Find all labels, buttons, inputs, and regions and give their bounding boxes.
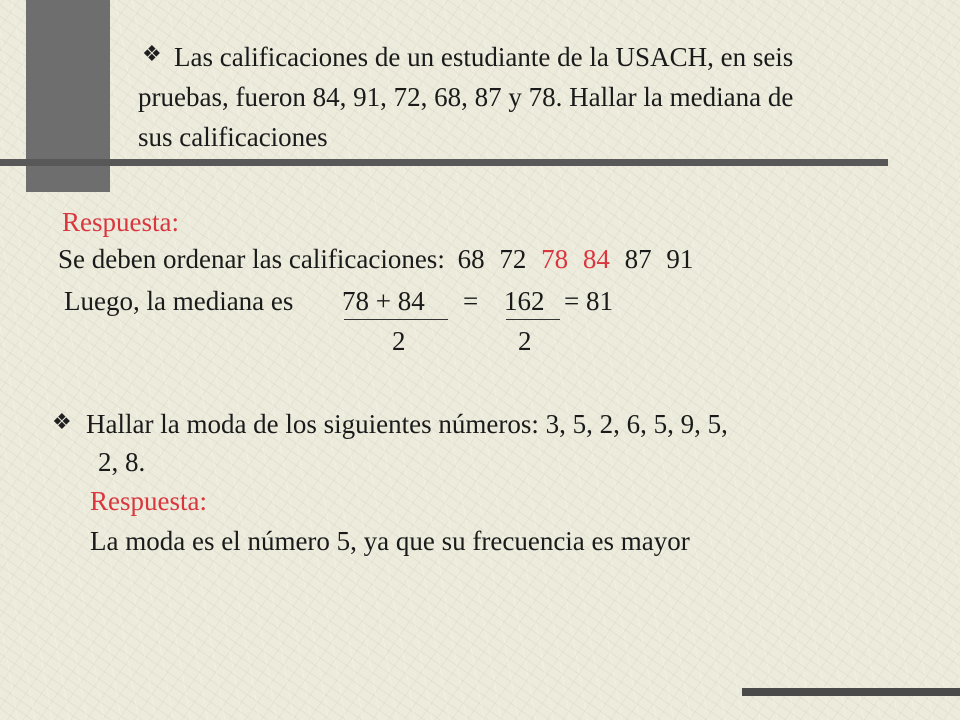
fraction-denominator-2: 2 [518,326,532,356]
ordered-value-median: 78 [541,244,569,274]
fraction-numerator-2: 162 [504,286,545,316]
order-prefix: Se deben ordenar las calificaciones: [58,244,445,274]
diamond-bullet-icon: ❖ [52,410,72,435]
diamond-bullet-icon: ❖ [142,42,162,67]
problem1-line1: Las calificaciones de un estudiante de la USACH, en seis [174,42,794,72]
equals-result: = 81 [564,286,613,316]
ordered-value: 72 [499,244,527,274]
problem2-line1: Hallar la moda de los siguientes números: 3, 5, 2, 6, 5, 9, 5, [86,409,728,439]
problem1-line3: sus calificaciones [138,122,328,152]
median-prefix: Luego, la mediana es [64,286,294,316]
equals-sign-1: = [463,286,479,316]
answer2-label: Respuesta: [90,486,207,516]
problem2-line2: 2, 8. [98,447,146,477]
fraction-bar-1 [344,319,448,320]
fraction-numerator-1: 78 + 84 [342,286,425,316]
fraction-denominator-1: 2 [392,326,406,356]
answer1-label: Respuesta: [62,207,179,237]
answer2-text: La moda es el número 5, ya que su frecuencia es mayor [90,526,690,556]
answer1-order-line [58,240,693,278]
decorative-bottom-bar [742,688,960,696]
fraction-bar-2 [506,319,560,320]
ordered-value: 87 [624,244,652,274]
ordered-value: 91 [666,244,694,274]
problem1-line2: pruebas, fueron 84, 91, 72, 68, 87 y 78. Hallar la mediana de [138,82,794,112]
ordered-value: 68 [457,244,485,274]
decorative-top-bar [0,159,888,166]
ordered-value-median: 84 [582,244,610,274]
